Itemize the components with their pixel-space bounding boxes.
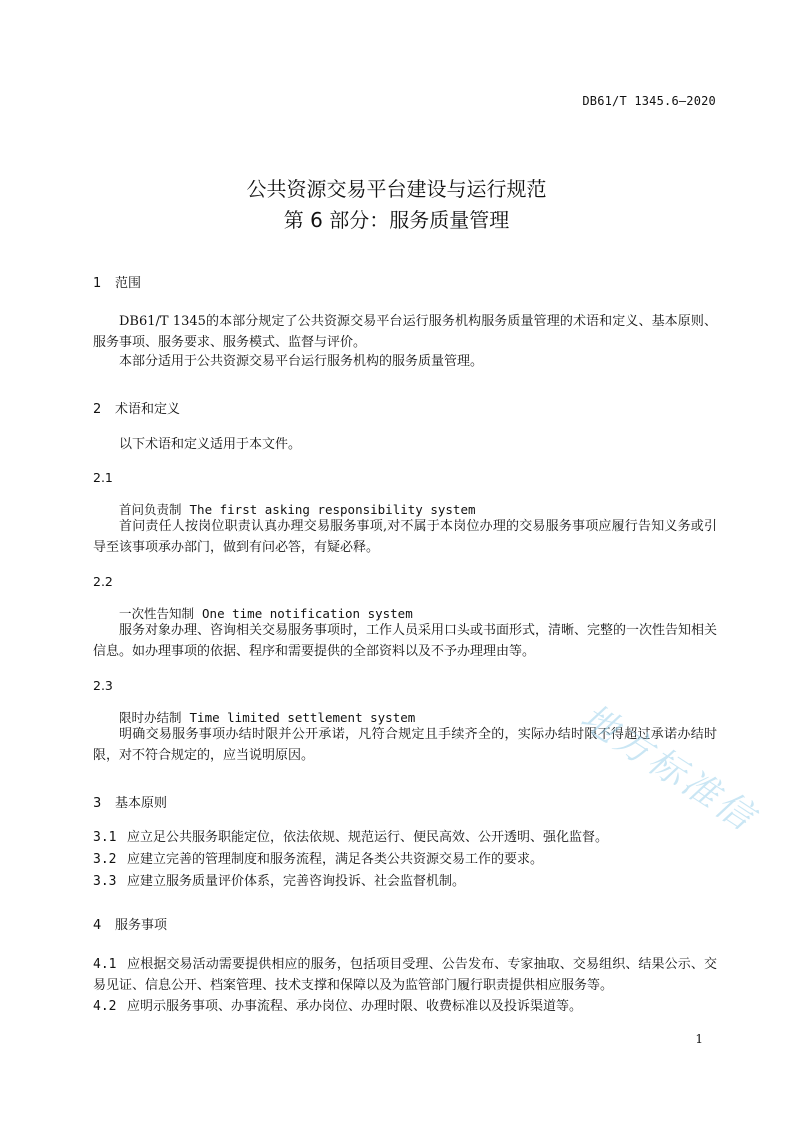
section-title: 服务事项 xyxy=(115,918,168,933)
list-item xyxy=(93,828,717,849)
term-heading xyxy=(119,604,413,622)
list-item xyxy=(93,850,717,871)
section-heading-2 xyxy=(93,398,180,417)
list-item xyxy=(93,872,717,893)
item-number: 4.2 xyxy=(93,999,117,1014)
section-title: 基本原则 xyxy=(115,796,168,811)
section-number: 1 xyxy=(93,276,102,291)
term-heading xyxy=(119,500,476,518)
section-title: 范围 xyxy=(115,276,142,291)
term-number: 2.1 xyxy=(93,470,113,485)
item-text: 应建立服务质量评价体系，完善咨询投诉、社会监督机制。 xyxy=(127,874,466,889)
terms-intro: 以下术语和定义适用于本文件。 xyxy=(119,437,302,452)
item-number: 3.1 xyxy=(93,830,117,845)
watermark: 地方标准信 xyxy=(573,696,764,841)
list-item xyxy=(93,997,717,1018)
standard-code: DB61/T 1345.6—2020 xyxy=(582,94,716,108)
document-title: 公共资源交易平台建设与运行规范 xyxy=(246,177,547,201)
term-en: Time limited settlement system xyxy=(189,710,416,725)
section-number: 2 xyxy=(93,402,102,417)
scope-applicability: 本部分适用于公共资源交易平台运行服务机构的服务质量管理。 xyxy=(119,354,484,369)
section-heading-1 xyxy=(93,272,141,291)
term-zh: 一次性告知制 xyxy=(119,606,195,621)
term-definition: 服务对象办理、咨询相关交易服务事项时，工作人员采用口头或书面形式，清晰、完整的一次性告知相关信息。如办理事项的依据、程序和需要提供的全部资料以及不予办理理由等。 xyxy=(93,623,718,659)
item-text: 应立足公共服务职能定位，依法依规、规范运行、便民高效、公开透明、强化监督。 xyxy=(127,830,609,845)
scope-paragraph: DB61/T 1345的本部分规定了公共资源交易平台运行服务机构服务质量管理的术语和定义、基本原则、服务事项、服务要求、服务模式、监督与评价。 xyxy=(93,314,717,350)
item-number: 3.2 xyxy=(93,852,117,867)
list-item xyxy=(93,955,717,996)
item-number: 3.3 xyxy=(93,874,117,889)
term-en: One time notification system xyxy=(202,606,413,621)
term-number: 2.3 xyxy=(93,678,113,693)
section-title: 术语和定义 xyxy=(115,402,181,417)
item-text: 应建立完善的管理制度和服务流程，满足各类公共资源交易工作的要求。 xyxy=(127,852,544,867)
item-number: 4.1 xyxy=(93,957,117,972)
term-en: The first asking responsibility system xyxy=(189,502,476,517)
term-number: 2.2 xyxy=(93,574,113,589)
item-text: 应明示服务事项、办事流程、承办岗位、办理时限、收费标准以及投诉渠道等。 xyxy=(127,999,583,1014)
term-definition: 首问责任人按岗位职责认真办理交易服务事项,对不属于本岗位办理的交易服务事项应履行告知义务或引导至该事项承办部门，做到有问必答，有疑必释。 xyxy=(93,519,717,555)
document-subtitle: 第 6 部分：服务质量管理 xyxy=(283,208,510,232)
page-number: 1 xyxy=(695,1032,703,1046)
section-heading-4 xyxy=(93,914,167,933)
section-number: 4 xyxy=(93,918,102,933)
term-definition: 明确交易服务事项办结时限并公开承诺，凡符合规定且手续齐全的，实际办结时限不得超过承诺办结时限，对不符合规定的，应当说明原因。 xyxy=(93,727,717,763)
section-number: 3 xyxy=(93,796,102,811)
term-heading xyxy=(119,708,415,726)
section-heading-3 xyxy=(93,792,167,811)
term-zh: 限时办结制 xyxy=(119,710,182,725)
term-zh: 首问负责制 xyxy=(119,502,182,517)
item-text: 应根据交易活动需要提供相应的服务，包括项目受理、公告发布、专家抽取、交易组织、结果公示、交易见证、信息公开、档案管理、技术支撑和保障以及为监管部门履行职责提供相应服务等。 xyxy=(93,957,717,993)
